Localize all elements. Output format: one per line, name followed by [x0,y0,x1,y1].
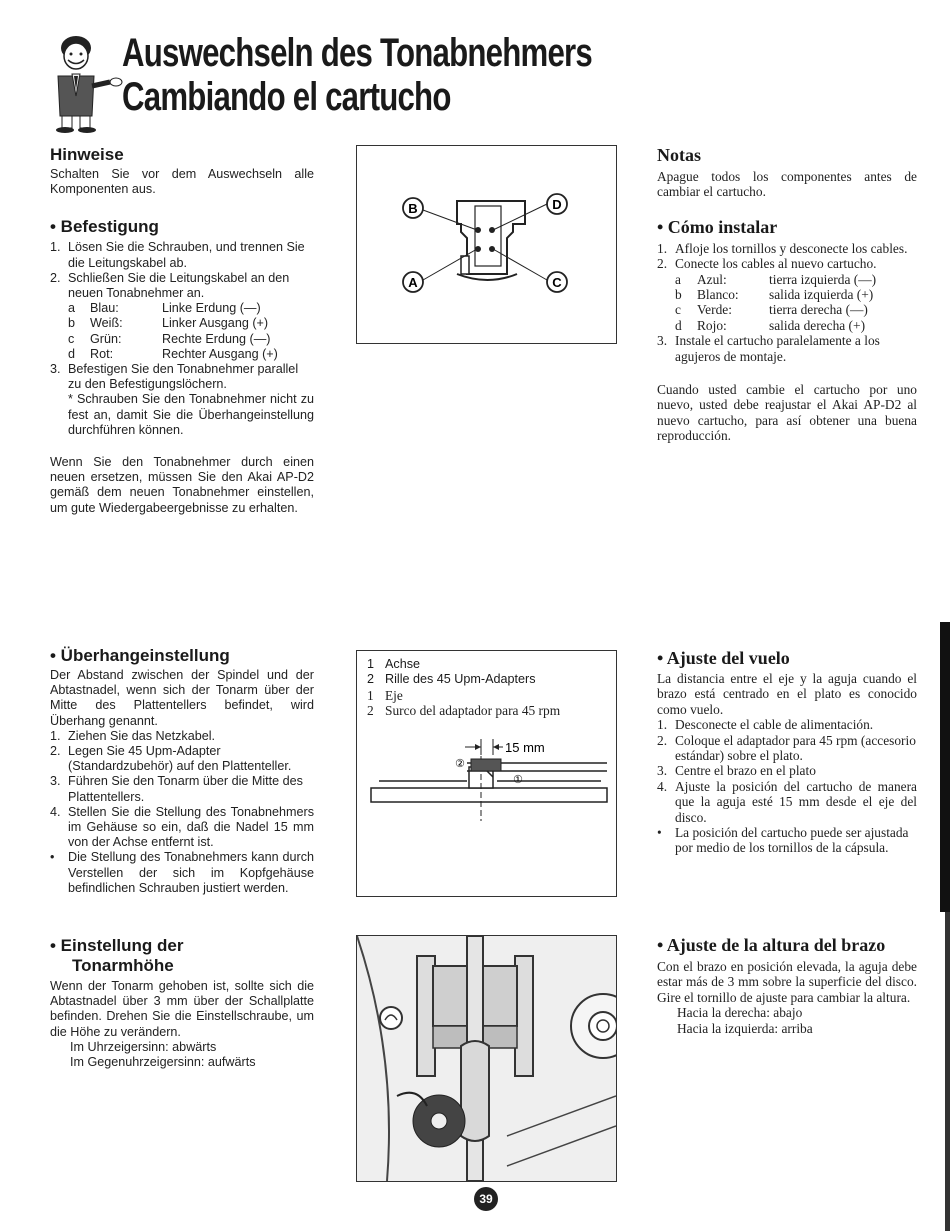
paragraph: Wenn Sie den Tonabnehmer durch einen neuen ersetzen, müssen Sie den Akai AP-D2 gemäß dem neuen Tonabnehmer einstellen, um gute Wiedergabeergebnisse zu erhalten. [50,455,314,515]
list-item: 2. Coloque el adaptador para 45 rpm (accesorio estándar) sobre el plato. [657,732,916,764]
page-edge [940,622,950,912]
list-item: 3. Führen Sie den Tonarm über die Mitte des Plattentellers. [50,774,303,804]
label-d: D [552,197,562,212]
befestigung-heading: • Befestigung [50,217,159,237]
mascot-illustration [46,34,126,134]
color-row: b Blanco: salida izquierda (+) [675,287,874,303]
page-title-es: Cambiando el cartucho [122,75,451,119]
list-item: 4. Ajuste la posición del cartucho de manera que la aguja esté 15 mm desde el eje del disco. [657,778,917,825]
color-row: a Azul: tierra izquierda (—) [675,271,877,287]
page-title-de: Auswechseln des Tonabnehmers [122,31,592,75]
label-b: B [408,201,418,216]
legend-item: 2 Surco del adaptador para 45 rpm [367,703,561,719]
marker-1: ① [513,773,523,786]
right-top-column [657,145,917,444]
uberhang-intro: Der Abstand zwischen der Spindel und der Abtastnadel, wenn sich der Tonarm über der Mitte des Plattentellers befindet, wird Überhang genannt. [50,668,314,728]
color-row: d Rojo: salida derecha (+) [675,317,866,333]
color-row: a Blau: Linke Erdung (—) [68,301,261,316]
label-a: A [408,275,418,290]
legend-item: 2 Rille des 45 Upm-Adapters [367,672,536,687]
left-bottom-column [50,936,314,1070]
list-item: 4. Stellen Sie die Stellung des Tonabnehmers im Gehäuse so ein, daß die Nadel 15 mm von der Achse entfernt ist. [50,804,314,850]
dimension-label: 15 mm [505,740,545,755]
right-bottom-column [657,935,917,1036]
list-item: 2. Schließen Sie die Leitungskabel an den neuen Tonabnehmer an. [50,270,290,301]
list-item: 3. Centre el brazo en el plato [657,763,816,779]
instalar-heading: • Cómo instalar [657,216,778,237]
color-row: c Grün: Rechte Erdung (—) [68,331,271,346]
color-row: c Verde: tierra derecha (—) [675,302,868,318]
list-item: • Die Stellung des Tonabnehmers kann durch Verstellen der sich im Kopfgehäuse befindlichen Schrauben justiert werden. [50,850,314,895]
vuelo-heading: • Ajuste del vuelo [657,648,790,668]
hinweise-heading: Hinweise [50,145,124,164]
vuelo-intro: La distancia entre el eje y la aguja cuando el brazo está centrado en el plato es conocido como vuelo. [657,671,917,717]
right-mid-column [657,648,917,856]
uberhang-heading: • Überhangeinstellung [50,646,230,665]
label-c: C [552,275,562,290]
altura-heading: • Ajuste de la altura del brazo [657,935,886,955]
notas-text: Apague todos los componentes antes de cambiar el cartucho. [657,169,917,200]
list-item: 3. Instale el cartucho paralelamente a los agujeros de montaje. [657,333,880,364]
altura-text: Con el brazo en posición elevada, la aguja debe estar más de 3 mm sobre la superficie del disco. Gire el tornillo de ajuste para cambiar la altura. [657,959,917,1005]
color-row: d Rot: Rechter Ausgang (+) [68,346,278,361]
paragraph: Cuando usted cambie el cartucho por uno nuevo, usted debe reajustar el Akai AP-D2 al nuevo cartucho, para así obtener una buena reproducción. [657,382,917,444]
cw-text: Hacia la derecha: abajo [677,1005,803,1021]
list-item: 2. Legen Sie 45 Upm-Adapter (Standardzubehör) auf den Plattenteller. [50,744,292,774]
left-mid-column [50,646,314,896]
list-item: 1. Desconecte el cable de alimentación. [657,717,874,733]
legend-item: 1 Eje [367,688,403,703]
list-item: 1. Lösen Sie die Schrauben, und trennen Sie die Leitungskabel ab. [50,240,305,270]
ccw-text: Im Gegenuhrzeigersinn: aufwärts [70,1055,256,1070]
page-number: 39 [474,1187,498,1211]
cartridge-figure [356,145,617,344]
marker-2: ② [455,757,465,770]
list-item: 3. Befestigen Sie den Tonabnehmer parallel zu den Befestigungslöchern. [50,362,299,392]
overhang-figure [356,650,617,897]
page-edge [945,912,950,1231]
ccw-text: Hacia la izquierda: arriba [677,1020,813,1036]
color-row: b Weiß: Linker Ausgang (+) [68,316,269,331]
tonarmhoehe-text: Wenn der Tonarm gehoben ist, sollte sich die Abtastnadel über 3 mm über der Schallplatte befinden. Drehen Sie die Einstellschraube, um die Höhe zu verändern. [50,979,314,1039]
note-text: * Schrauben Sie den Tonabnehmer nicht zu fest an, damit Sie die Überhangeinstellung durchführen können. [68,392,314,437]
hinweise-text: Schalten Sie vor dem Auswechseln alle Komponenten aus. [50,167,314,197]
list-item: 2. Conecte los cables al nuevo cartucho. [657,256,877,272]
notas-heading: Notas [657,145,701,165]
list-item: • La posición del cartucho puede ser ajustada por medio de los tornillos de la cápsula. [657,825,909,856]
tonarmhoehe-heading: • Einstellung der Tonarmhöhe [50,936,184,975]
tonearm-photo [356,935,617,1182]
left-top-column [50,145,314,516]
cw-text: Im Uhrzeigersinn: abwärts [70,1039,217,1054]
list-item: 1. Afloje los tornillos y desconecte los cables. [657,240,908,256]
list-item: 1. Ziehen Sie das Netzkabel. [50,728,216,743]
legend-item: 1 Achse [367,657,421,671]
